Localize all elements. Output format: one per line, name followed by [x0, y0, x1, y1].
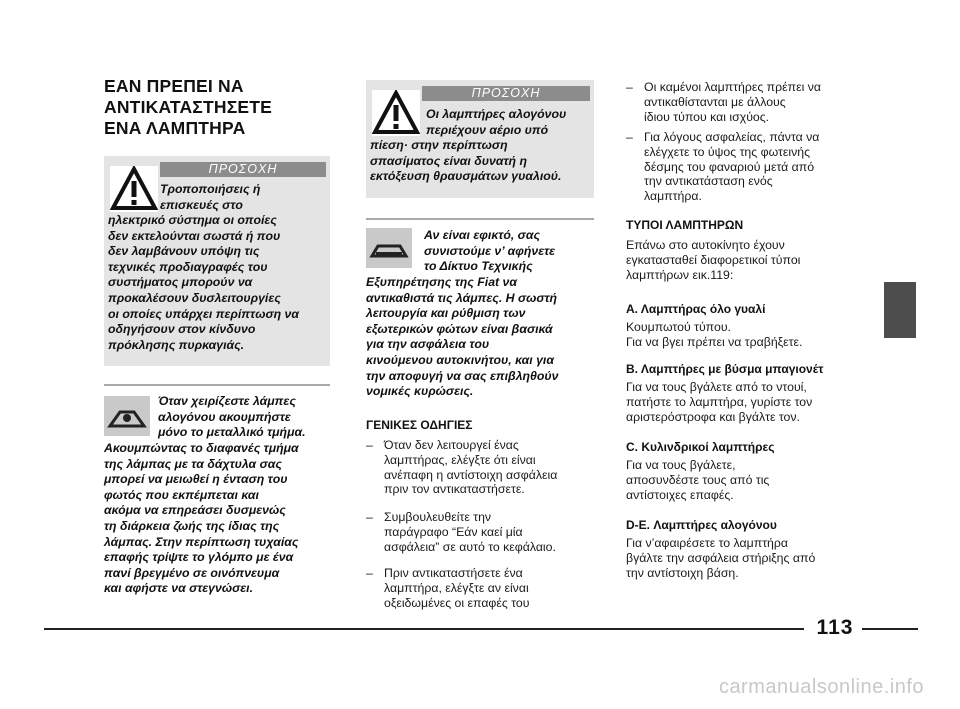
- section-heading-b: Β. Λαμπτήρες με βύσμα μπαγιονέτ: [626, 362, 824, 376]
- list-item: – Όταν δεν λειτουργεί ένας λαμπτήρας, ελέγξτε ότι είναι ανέπαφη η αντίστοιχη ασφάλεια πριν τον αντικαταστήσετε.: [366, 438, 558, 497]
- types-intro: Επάνω στο αυτοκίνητο έχουν εγκατασταθεί διαφορετικοί τύποι λαμπτήρων εικ.119:: [626, 238, 801, 282]
- section-heading-de: D-E. Λαμπτήρες αλογόνου: [626, 518, 777, 532]
- bulb-handling-icon: [104, 396, 150, 436]
- section-heading-general: ΓΕΝΙΚΕΣ ΟΔΗΓΙΕΣ: [366, 418, 473, 432]
- warning-header: ΠΡΟΣΟΧΗ: [422, 86, 590, 101]
- note-text-2: Αν είναι εφικτό, σας συνιστούμε ν’ αφήνετε το Δίκτυο Τεχνικής: [424, 228, 556, 274]
- section-text-b: Για να τους βγάλετε από το ντουί, πατήστε το λαμπτήρα, γυρίστε τον αριστερόστροφα και βγάλτε τον.: [626, 380, 813, 424]
- warning-text-1: Τροποποιήσεις ή επισκευές στο: [160, 182, 261, 212]
- list-item: – Για λόγους ασφαλείας, πάντα να ελέγχετε το ύψος της φωτεινής δέσμης του φαναριού μετά από την αντικατάσταση ενός λαμπτήρα.: [626, 130, 820, 204]
- footer-rule-right: [862, 628, 918, 630]
- list-item: – Οι καμένοι λαμπτήρες πρέπει να αντικαθίστανται με άλλους ίδιου τύπου και ισχύος.: [626, 80, 822, 124]
- page-title: ΕΑΝ ΠΡΕΠΕΙ ΝΑ ΑΝΤΙΚΑΤΑΣΤΗΣΕΤΕ ΕΝΑ ΛΑΜΠΤΗΡΑ: [104, 76, 273, 138]
- list-item: – Πριν αντικαταστήσετε ένα λαμπτήρα, ελέγξτε αν είναι οξειδωμένες οι επαφές του: [366, 566, 530, 610]
- warning-text-2: Οι λαμπτήρες αλογόνου περιέχουν αέριο υπό: [426, 107, 567, 137]
- warning-box-1: [104, 156, 330, 366]
- warning-triangle-icon: [372, 90, 420, 136]
- section-heading-c: C. Κυλινδρικοί λαμπτήρες: [626, 440, 775, 454]
- warning-triangle-icon: [110, 166, 158, 212]
- car-service-icon: [366, 228, 412, 268]
- note-text-2-cont: Εξυπηρέτησης της Fiat να αντικαθιστά τις λάμπες. Η σωστή λειτουργία και ρύθμιση των εξωτερικών φώτων είναι βασικά για την ασφάλεια του κινούμενου αυτοκινήτου, και για την αποφυγή να σας επιβληθούν νομικές κυρώσεις.: [366, 275, 559, 399]
- section-text-a: Κουμπωτού τύπου. Για να βγει πρέπει να τραβήξετε.: [626, 320, 803, 349]
- warning-text-2-cont: πίεση· στην περίπτωση σπασίματος είναι δυνατή η εκτόξευση θραυσμάτων γυαλιού.: [370, 138, 562, 184]
- note-text-1: Όταν χειρίζεστε λάμπες αλογόνου ακουμπήστε μόνο το μεταλλικό τμήμα.: [158, 394, 306, 440]
- list-item: – Συμβουλευθείτε την παράγραφο “Εάν καεί μία ασφάλεια” σε αυτό το κεφάλαιο.: [366, 510, 556, 554]
- section-heading-types: ΤΥΠΟΙ ΛΑΜΠΤΗΡΩΝ: [626, 218, 744, 232]
- section-text-de: Για ν’αφαιρέσετε το λαμπτήρα βγάλτε την ασφάλεια στήριξης από την αντίστοιχη βάση.: [626, 536, 816, 580]
- chapter-tab: [884, 282, 916, 338]
- warning-box-2: [366, 80, 594, 198]
- divider: [366, 218, 594, 220]
- section-heading-a: Α. Λαμπτήρας όλο γυαλί: [626, 302, 766, 316]
- footer-rule-left: [44, 628, 804, 630]
- watermark: carmanualsonline.info: [718, 676, 924, 698]
- page-number: 113: [816, 616, 854, 639]
- warning-text-1-cont: ηλεκτρικό σύστημα οι οποίες δεν εκτελούνται σωστά ή που δεν λαμβάνουν υπόψη τις τεχνικές προδιαγραφές του συστήματος μπορούν να προκαλέσουν δυσλειτουργίες οι οποίες υπάρχει περίπτωση να οδηγήσουν στον κίνδυνο πρόκλησης πυρκαγιάς.: [108, 213, 300, 352]
- warning-header: ΠΡΟΣΟΧΗ: [160, 162, 326, 177]
- divider: [104, 384, 330, 386]
- note-text-1-cont: Ακουμπώντας το διαφανές τμήμα της λάμπας με τα δάχτυλα σας μπορεί να μειωθεί η ένταση του φωτός που εκπέμπεται και ακόμα να επηρεάσει δυσμενώς τη διάρκεια ζωής της ίδιας της λάμπας. Στην περίπτωση τυχαίας επαφής τρίψτε το γλόμπο με ένα πανί βρεγμένο σε οινόπνευμα και αφήστε να στεγνώσει.: [104, 441, 299, 596]
- section-text-c: Για να τους βγάλετε, αποσυνδέστε τους από τις αντίστοιχες επαφές.: [626, 458, 770, 502]
